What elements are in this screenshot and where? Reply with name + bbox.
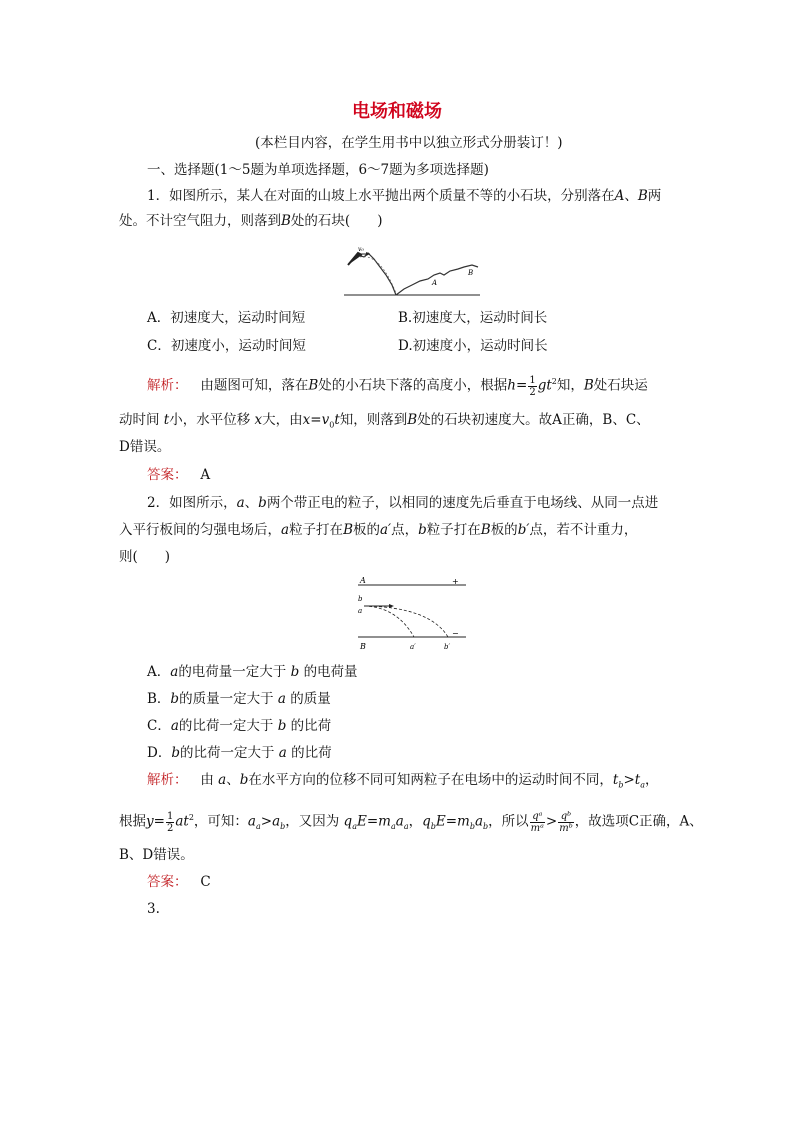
q1-slope-figure: [340, 245, 485, 300]
particle-a-label: a: [358, 607, 363, 615]
trajectory-b: [364, 606, 448, 637]
q1-stem-line1: 1．如图所示，某人在对面的山坡上水平抛出两个质量不等的小石块，分别落在A、B两: [147, 188, 662, 204]
v0-label: v₀: [358, 246, 364, 253]
q1-analysis-line3: D错误。: [119, 439, 171, 455]
subtitle: (本栏目内容，在学生用书中以独立形式分册装订！): [255, 135, 563, 151]
q3-label: 3.: [147, 901, 160, 917]
q2-option-b: B．b的质量一定大于 a 的质量: [147, 691, 331, 707]
label-B: B: [468, 269, 474, 277]
q2-plate-figure: [352, 575, 470, 655]
particle-b-label: b: [358, 595, 363, 603]
q1-analysis-line1: 解析： 由题图可知，落在B处的小石块下落的高度小，根据h= $\frac{1}{2}$ $gt^2$知，B处石块运: [147, 374, 648, 398]
analysis-label: 解析：: [147, 377, 188, 394]
plate-A-label: A: [360, 576, 366, 585]
trajectory: [360, 257, 396, 293]
q2-option-a: A．a的电荷量一定大于 b 的电荷量: [147, 664, 358, 680]
q1-option-b: B.初速度大，运动时间长: [398, 310, 548, 326]
q1-option-d: D.初速度小，运动时间长: [398, 338, 548, 354]
q2-stem-line1: 2．如图所示，a、b两个带正电的粒子，以相同的速度先后垂直于电场线、从同一点进: [147, 495, 659, 511]
q1-answer: 答案： A: [147, 467, 211, 483]
label-A: A: [432, 279, 438, 287]
q1-option-c: C．初速度小，运动时间短: [147, 338, 306, 354]
q2-option-c: C．a的比荷一定大于 b 的比荷: [147, 718, 332, 734]
q2-answer: 答案： C: [147, 874, 211, 890]
minus-sign: −: [452, 629, 459, 638]
q2-stem-line2: 入平行板间的匀强电场后，a粒子打在B板的a′点，b粒子打在B板的b′点，若不计重力，: [119, 522, 638, 538]
point-b-prime: b′: [444, 643, 451, 651]
page-title: 电场和磁场: [352, 101, 442, 122]
point-a-prime: a′: [410, 643, 416, 651]
plus-sign: +: [452, 577, 459, 586]
q1-stem-line2: 处。不计空气阻力，则落到B处的石块( ): [119, 213, 383, 229]
q2-option-d: D．b的比荷一定大于 a 的比荷: [147, 745, 332, 761]
q2-stem-line3: 则( ): [119, 549, 171, 565]
q2-analysis-line2: 根据y= $\frac{1}{2}$ $at^2$，可知：$a_a>a_b$，又因为 $q_aE=m_aa_a$，$q_bE=m_ba_b$，所以 $\frac{\text{qᵃ}}{\text{mᵃ}}$ > $\frac{\text{qᵇ}}{\text{mᵇ}}$ ，故选项C正确，A、: [119, 810, 703, 834]
q2-analysis-line1: 解析： 由 a、b在水平方向的位移不同可知两粒子在电场中的运动时间不同，$t_b>t_a$，: [147, 772, 659, 790]
section-heading: 一、选择题(1～5题为单项选择题，6～7题为多项选择题): [147, 162, 489, 178]
q1-analysis-line2: 动时间 t小，水平位移 x大，由$x=v_0t$知，则落到B处的石块初速度大。故A正确，B、C、: [119, 412, 650, 430]
plate-B-label: B: [360, 642, 366, 651]
q2-analysis-line3: B、D错误。: [119, 847, 194, 863]
q1-option-a: A．初速度大，运动时间短: [147, 310, 306, 326]
thrower: [348, 253, 362, 265]
